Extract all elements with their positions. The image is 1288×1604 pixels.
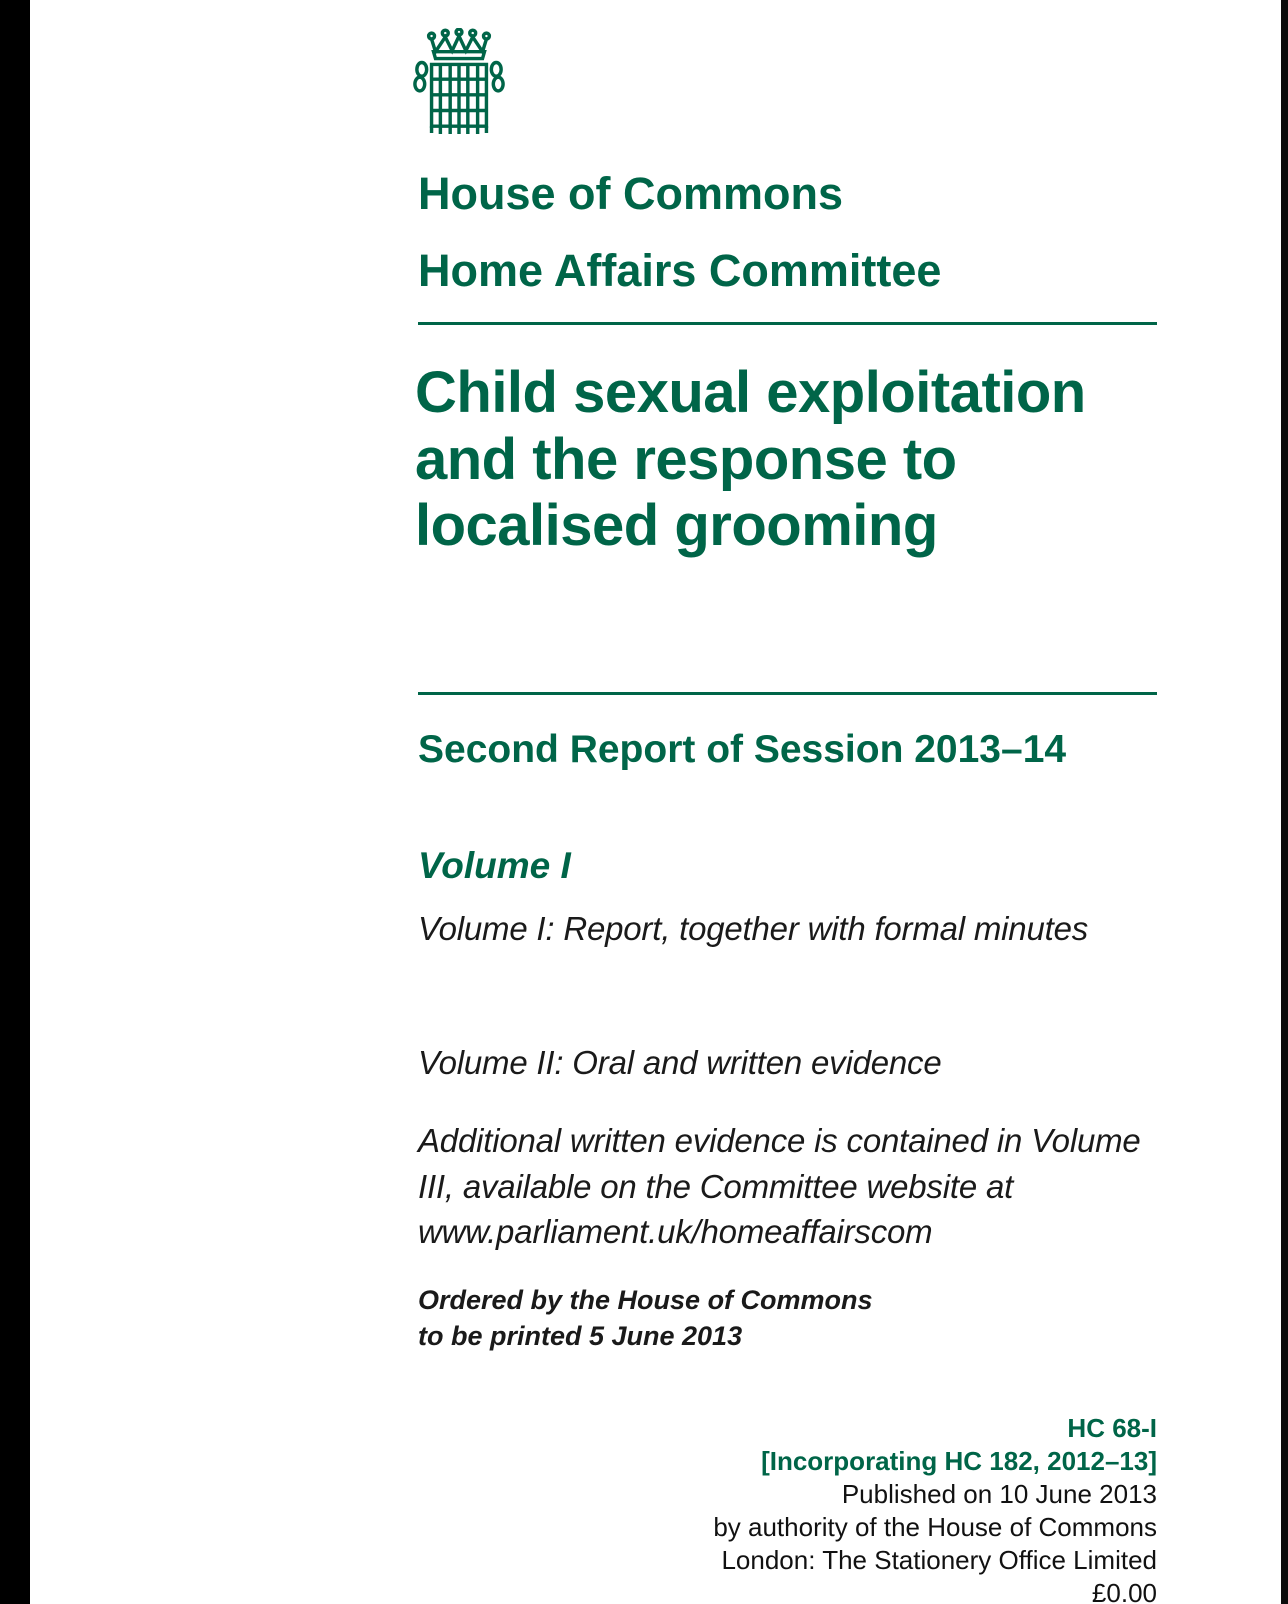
price: £0.00 bbox=[1091, 1578, 1157, 1604]
committee-title: Home Affairs Committee bbox=[418, 245, 942, 296]
divider-rule-bottom bbox=[418, 692, 1157, 695]
authority-line: by authority of the House of Commons bbox=[713, 1512, 1157, 1542]
ordered-by-block bbox=[418, 1282, 1158, 1355]
volume-2-description: Volume II: Oral and written evidence bbox=[418, 1044, 942, 1081]
organisation-title: House of Commons bbox=[418, 168, 844, 219]
additional-evidence-note: Additional written evidence is contained in Volume III, available on the Committee website at www.parliament.uk/homeaffairscom bbox=[418, 1122, 1141, 1251]
report-title: Child sexual exploitation and the response to localised grooming bbox=[415, 360, 1086, 559]
incorporating-line: [Incorporating HC 182, 2012–13] bbox=[761, 1446, 1157, 1476]
hc-number: HC 68-I bbox=[1067, 1413, 1157, 1443]
session-line: Second Report of Session 2013–14 bbox=[418, 728, 1067, 771]
publication-details bbox=[557, 1412, 1157, 1604]
left-black-border bbox=[0, 0, 30, 1604]
volume-1-description: Volume I: Report, together with formal minutes bbox=[418, 910, 1089, 947]
right-black-border bbox=[1281, 0, 1288, 1604]
ordered-line-1: Ordered by the House of Commons bbox=[418, 1285, 873, 1315]
published-date: Published on 10 June 2013 bbox=[841, 1479, 1157, 1509]
ordered-line-2: to be printed 5 June 2013 bbox=[418, 1321, 743, 1352]
divider-rule-top bbox=[418, 322, 1157, 325]
portcullis-crown-logo-icon bbox=[410, 28, 508, 146]
volume-heading: Volume I bbox=[418, 845, 571, 886]
publisher-line: London: The Stationery Office Limited bbox=[721, 1545, 1157, 1575]
